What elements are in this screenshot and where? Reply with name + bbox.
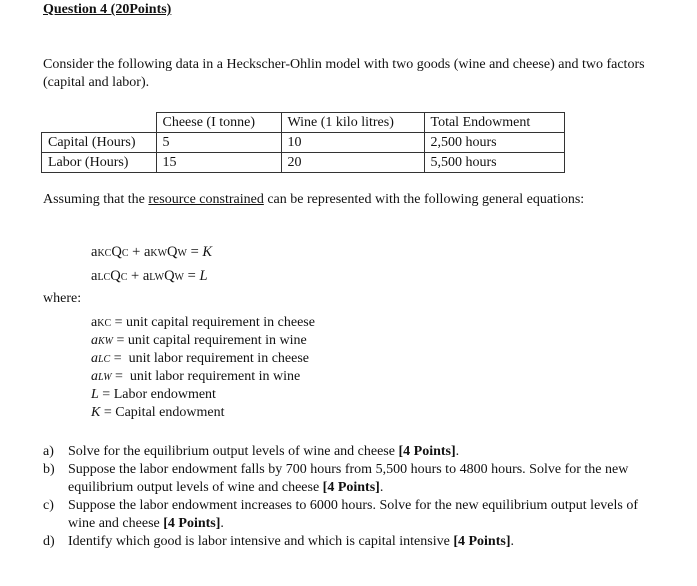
list-item: d) Identify which good is labor intensive and which is capital intensive [4 Points]. bbox=[43, 534, 514, 549]
question-heading: Question 4 (20Points) bbox=[43, 2, 172, 17]
header-cheese: Cheese (I tonne) bbox=[156, 113, 281, 133]
cell-cheese: 15 bbox=[156, 153, 281, 173]
list-item: c) Suppose the labor endowment increases to 6000 hours. Solve for the new equilibrium output levels of wine and cheese [4 Points]. bbox=[43, 498, 639, 531]
definition-alw: aLW = unit labor requirement in wine bbox=[91, 369, 301, 384]
cell-total: 2,500 hours bbox=[424, 133, 564, 153]
table-row bbox=[42, 153, 565, 173]
definition-akc: aKC = unit capital requirement in cheese bbox=[91, 315, 315, 330]
assumption-pre: Assuming that the bbox=[43, 192, 149, 207]
cell-total: 5,500 hours bbox=[424, 153, 564, 173]
table-header-row bbox=[42, 113, 565, 133]
assumption-post: can be represented with the following general equations: bbox=[263, 192, 585, 207]
definition-akw: aKW = unit capital requirement in wine bbox=[91, 333, 307, 348]
where-label: where: bbox=[43, 291, 82, 306]
question-list bbox=[43, 443, 643, 551]
cell-wine: 10 bbox=[281, 133, 424, 153]
definition-labor: L = Labor endowment bbox=[91, 387, 216, 402]
cell-cheese: 5 bbox=[156, 133, 281, 153]
table-corner-cell bbox=[42, 113, 157, 133]
capital-constraint-equation: aKCQC + aKWQW = K bbox=[91, 244, 213, 260]
header-total: Total Endowment bbox=[424, 113, 564, 133]
table-row bbox=[42, 133, 565, 153]
definition-capital: K = Capital endowment bbox=[91, 405, 225, 420]
row-label: Capital (Hours) bbox=[42, 133, 157, 153]
definition-alc: aLC = unit labor requirement in cheese bbox=[91, 351, 310, 366]
resource-constrained-link: resource constrained bbox=[148, 192, 264, 207]
intro-paragraph: Consider the following data in a Heckscher-Ohlin model with two goods (wine and cheese) and two factors (capital and labor). bbox=[43, 57, 645, 90]
cell-wine: 20 bbox=[281, 153, 424, 173]
header-wine: Wine (1 kilo litres) bbox=[281, 113, 424, 133]
list-item: a) Solve for the equilibrium output levels of wine and cheese [4 Points]. bbox=[43, 444, 460, 459]
endowment-table bbox=[41, 112, 565, 173]
assumption-paragraph bbox=[43, 191, 643, 209]
row-label: Labor (Hours) bbox=[42, 153, 157, 173]
list-item: b) Suppose the labor endowment falls by 700 hours from 5,500 hours to 4800 hours. Solve for the new equilibrium output levels of wine and cheese [4 Points]. bbox=[43, 462, 629, 495]
labor-constraint-equation: aLCQC + aLWQW = L bbox=[91, 268, 208, 284]
